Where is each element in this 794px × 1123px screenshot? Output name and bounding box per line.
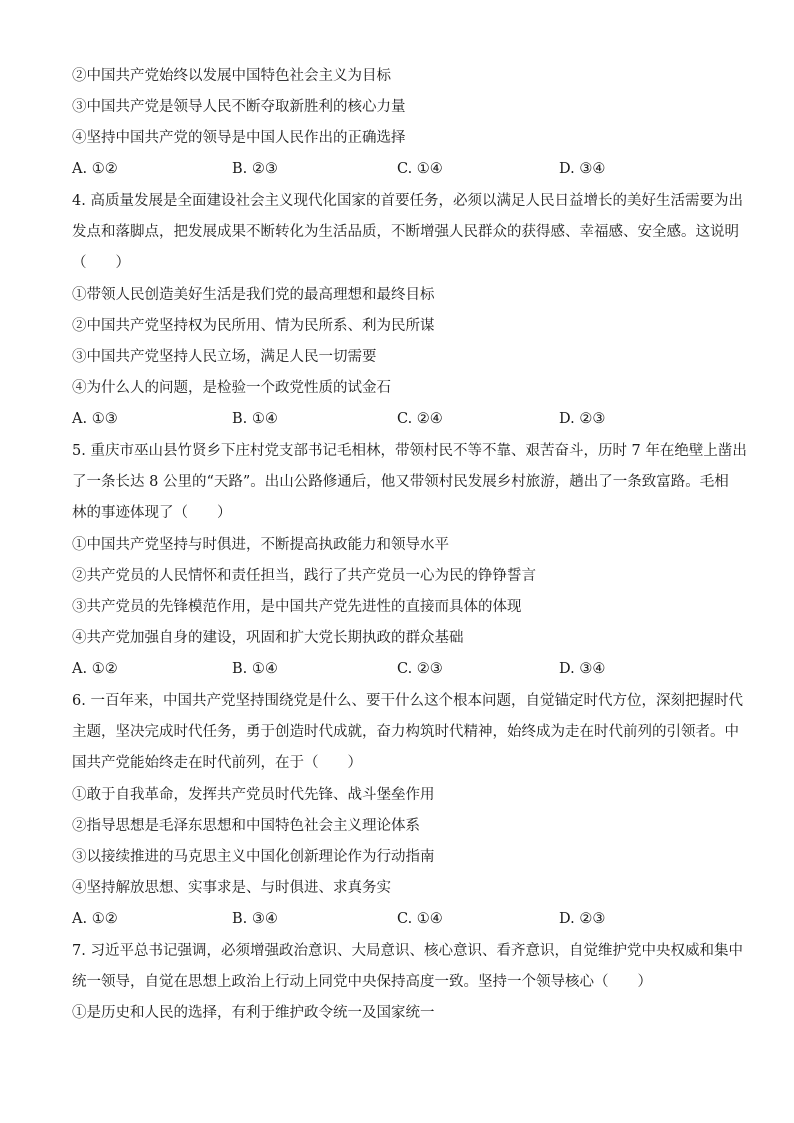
q3-option-c[interactable]: C. ①④ [397, 161, 443, 177]
q4-statement-1: ①带领人民创造美好生活是我们党的最高理想和最终目标 [72, 287, 435, 303]
q6-stem-line-1: 6. 一百年来，中国共产党坚持围绕党是什么、要干什么这个根本问题，自觉锚定时代方位，深刻把握时代 [72, 693, 743, 709]
q4-stem-line-1: 4. 高质量发展是全面建设社会主义现代化国家的首要任务，必须以满足人民日益增长的美好生活需要为出 [72, 193, 743, 209]
q6-option-c[interactable]: C. ①④ [397, 911, 443, 927]
q4-option-d[interactable]: D. ②③ [559, 411, 606, 427]
q4-statement-3: ③中国共产党坚持人民立场，满足人民一切需要 [72, 349, 377, 365]
q3-option-d[interactable]: D. ③④ [559, 161, 606, 177]
q4-stem-line-3: （ ） [72, 255, 130, 271]
q4-statement-4: ④为什么人的问题，是检验一个政党性质的试金石 [72, 380, 391, 396]
q6-options [72, 909, 712, 929]
q5-option-b[interactable]: B. ①④ [232, 661, 278, 677]
q3-statement-4: ④坚持中国共产党的领导是中国人民作出的正确选择 [72, 130, 406, 146]
q5-stem-line-1: 5. 重庆市巫山县竹贤乡下庄村党支部书记毛相林，带领村民不等不靠、艰苦奋斗，历时 7 年在绝壁上凿出 [72, 443, 747, 459]
q3-options [72, 159, 712, 179]
q5-statement-1: ①中国共产党坚持与时俱进，不断提高执政能力和领导水平 [72, 537, 449, 553]
q4-option-b[interactable]: B. ①④ [232, 411, 278, 427]
q3-statement-2: ②中国共产党始终以发展中国特色社会主义为目标 [72, 68, 391, 84]
q4-option-a[interactable]: A. ①③ [72, 411, 118, 427]
q7-stem-line-2: 统一领导，自觉在思想上政治上行动上同党中央保持高度一致。坚持一个领导核心（ ） [72, 974, 652, 990]
q5-statement-3: ③共产党员的先锋模范作用，是中国共产党先进性的直接而具体的体现 [72, 599, 522, 615]
q5-option-a[interactable]: A. ①② [72, 661, 118, 677]
q7-statement-1: ①是历史和人民的选择，有利于维护政令统一及国家统一 [72, 1005, 435, 1021]
q6-stem-line-3: 国共产党能始终走在时代前列，在于（ ） [72, 755, 362, 771]
q6-option-b[interactable]: B. ③④ [232, 911, 278, 927]
q6-option-a[interactable]: A. ①② [72, 911, 118, 927]
q3-statement-3: ③中国共产党是领导人民不断夺取新胜利的核心力量 [72, 99, 406, 115]
q5-options [72, 659, 712, 679]
q6-statement-3: ③以接续推进的马克思主义中国化创新理论作为行动指南 [72, 849, 435, 865]
q4-statement-2: ②中国共产党坚持权为民所用、情为民所系、利为民所谋 [72, 318, 435, 334]
q6-statement-4: ④坚持解放思想、实事求是、与时俱进、求真务实 [72, 880, 391, 896]
q5-stem-line-3: 林的事迹体现了（ ） [72, 505, 232, 521]
q5-stem-line-2: 了一条长达 8 公里的“天路”。出山公路修通后，他又带领村民发展乡村旅游，趟出了一条致富路。毛相 [72, 474, 729, 490]
q3-option-a[interactable]: A. ①② [72, 161, 118, 177]
q6-statement-2: ②指导思想是毛泽东思想和中国特色社会主义理论体系 [72, 818, 420, 834]
q4-options [72, 409, 712, 429]
q4-option-c[interactable]: C. ②④ [397, 411, 443, 427]
q6-option-d[interactable]: D. ②③ [559, 911, 606, 927]
q4-stem-line-2: 发点和落脚点，把发展成果不断转化为生活品质，不断增强人民群众的获得感、幸福感、安全感。这说明 [72, 224, 739, 240]
q6-stem-line-2: 主题，坚决完成时代任务，勇于创造时代成就，奋力构筑时代精神，始终成为走在时代前列的引领者。中 [72, 724, 739, 740]
q5-statement-4: ④共产党加强自身的建设，巩固和扩大党长期执政的群众基础 [72, 630, 464, 646]
q5-option-d[interactable]: D. ③④ [559, 661, 606, 677]
q6-statement-1: ①敢于自我革命，发挥共产党员时代先锋、战斗堡垒作用 [72, 787, 435, 803]
q5-option-c[interactable]: C. ②③ [397, 661, 443, 677]
q5-statement-2: ②共产党员的人民情怀和责任担当，践行了共产党员一心为民的铮铮誓言 [72, 568, 536, 584]
q7-stem-line-1: 7. 习近平总书记强调，必须增强政治意识、大局意识、核心意识、看齐意识，自觉维护党中央权威和集中 [72, 943, 743, 959]
q3-option-b[interactable]: B. ②③ [232, 161, 278, 177]
